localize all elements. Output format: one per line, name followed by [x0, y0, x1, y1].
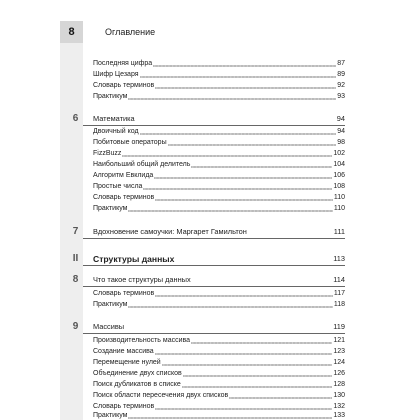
toc-entry-page: 93 — [337, 93, 345, 100]
leader-dots — [128, 98, 336, 100]
leader-dots — [155, 87, 336, 89]
chapter-page: 111 — [333, 227, 345, 236]
toc-entry-page: 92 — [337, 82, 345, 89]
toc-entry — [93, 334, 345, 345]
chapter-page: 94 — [336, 114, 345, 123]
leader-dots — [183, 375, 333, 377]
toc-entry — [93, 409, 345, 420]
toc-entry-title: FizzBuzz — [93, 150, 122, 157]
toc-entry-page: 124 — [333, 359, 345, 366]
leader-dots — [162, 364, 333, 366]
toc-entry-page: 108 — [333, 183, 345, 190]
toc-entry — [93, 356, 345, 367]
toc-entry-page: 128 — [333, 381, 345, 388]
leader-dots — [140, 133, 337, 135]
leader-dots — [140, 76, 337, 78]
toc-entry-title: Практикум — [93, 301, 128, 308]
page-number: 8 — [60, 21, 83, 43]
toc-entry-page: 110 — [333, 194, 345, 201]
leader-dots — [155, 295, 333, 297]
toc-entry-page: 117 — [333, 290, 345, 297]
toc-entry-title: Словарь терминов — [93, 82, 155, 89]
chapter-title: Массивы — [93, 322, 125, 331]
toc-entry — [93, 68, 345, 79]
toc-entry — [93, 125, 345, 136]
toc-entry — [93, 298, 345, 309]
toc-entry-page: 132 — [333, 403, 345, 410]
chapter-number: 9 — [72, 321, 79, 332]
toc-entry-page: 118 — [333, 301, 345, 308]
toc-entry-title: Объединение двух списков — [93, 370, 182, 377]
toc-entry — [93, 90, 345, 101]
toc-entry-page: 110 — [333, 205, 345, 212]
part-title: Структуры данных — [93, 253, 175, 264]
toc-entry-title: Практикум — [93, 412, 128, 419]
leader-dots — [191, 166, 332, 168]
toc-entry — [93, 389, 345, 400]
chapter-heading — [72, 225, 345, 239]
chapter-title: Математика — [93, 114, 135, 123]
toc-entry-title: Побитовые операторы — [93, 139, 167, 146]
toc-entry-title: Словарь терминов — [93, 194, 155, 201]
toc-entry — [93, 169, 345, 180]
toc-entry-page: 89 — [337, 71, 345, 78]
chapter-number: 6 — [72, 113, 79, 124]
chapter-title: Что такое структуры данных — [93, 275, 191, 284]
toc-entry-title: Двоичный код — [93, 128, 139, 135]
toc-entry-title: Простые числа — [93, 183, 143, 190]
toc-entry-title: Поиск области пересечения двух списков — [93, 392, 229, 399]
toc-entry-title: Последняя цифра — [93, 60, 153, 67]
toc-entry — [93, 79, 345, 90]
chapter-title: Вдохновение самоучки: Маргарет Гамильтон — [93, 227, 247, 236]
toc-entry-title: Шифр Цезаря — [93, 71, 139, 78]
toc-entry — [93, 345, 345, 356]
chapter-number: 7 — [72, 226, 79, 237]
leader-dots — [128, 306, 332, 308]
toc-entry-title: Наибольший общий делитель — [93, 161, 191, 168]
leader-dots — [154, 177, 332, 179]
toc-entry — [93, 378, 345, 389]
toc-entry — [93, 158, 345, 169]
toc-entry-page: 121 — [333, 337, 345, 344]
leader-dots — [122, 155, 332, 157]
toc-entry-title: Словарь терминов — [93, 290, 155, 297]
toc-entry-title: Создание массива — [93, 348, 154, 355]
leader-dots — [128, 417, 332, 419]
chapter-heading — [72, 112, 345, 126]
toc-entry-page: 104 — [333, 161, 345, 168]
toc-entry — [93, 57, 345, 68]
chapter-page: 119 — [333, 322, 345, 331]
leader-dots — [229, 397, 332, 399]
running-head: Оглавление — [105, 27, 156, 37]
toc-entry — [93, 136, 345, 147]
leader-dots — [168, 144, 337, 146]
toc-entry-title: Производительность массива — [93, 337, 191, 344]
part-heading — [72, 252, 345, 266]
chapter-page: 114 — [333, 275, 345, 284]
leader-dots — [155, 199, 333, 201]
chapter-heading — [72, 320, 345, 334]
toc-entry-page: 106 — [333, 172, 345, 179]
leader-dots — [153, 65, 336, 67]
toc-entry-page: 87 — [337, 60, 345, 67]
toc-entry — [93, 202, 345, 213]
toc-entry-page: 98 — [337, 139, 345, 146]
toc-entry — [93, 147, 345, 158]
toc-entry-title: Поиск дубликатов в списке — [93, 381, 181, 388]
toc-entry-page: 130 — [333, 392, 345, 399]
leader-dots — [191, 342, 332, 344]
toc-entry-page: 94 — [337, 128, 345, 135]
leader-dots — [143, 188, 332, 190]
toc-entry-title: Практикум — [93, 93, 128, 100]
toc-entry-title: Практикум — [93, 205, 128, 212]
toc-entry — [93, 180, 345, 191]
toc-entry-page: 102 — [333, 150, 345, 157]
toc-entry — [93, 367, 345, 378]
chapter-number: 8 — [72, 274, 79, 285]
toc-entry-title: Словарь терминов — [93, 403, 155, 410]
toc-entry-page: 123 — [333, 348, 345, 355]
leader-dots — [128, 210, 332, 212]
toc-entry-page: 126 — [333, 370, 345, 377]
leader-dots — [182, 386, 333, 388]
toc-entry-title: Алгоритм Евклида — [93, 172, 154, 179]
toc-entry-page: 133 — [333, 412, 345, 419]
toc-entry — [93, 191, 345, 202]
toc-entry — [93, 287, 345, 298]
chapter-heading — [72, 273, 345, 287]
part-number: II — [72, 253, 79, 264]
part-page: 113 — [333, 254, 345, 263]
toc-entry-title: Перемещение нулей — [93, 359, 161, 366]
leader-dots — [155, 353, 333, 355]
